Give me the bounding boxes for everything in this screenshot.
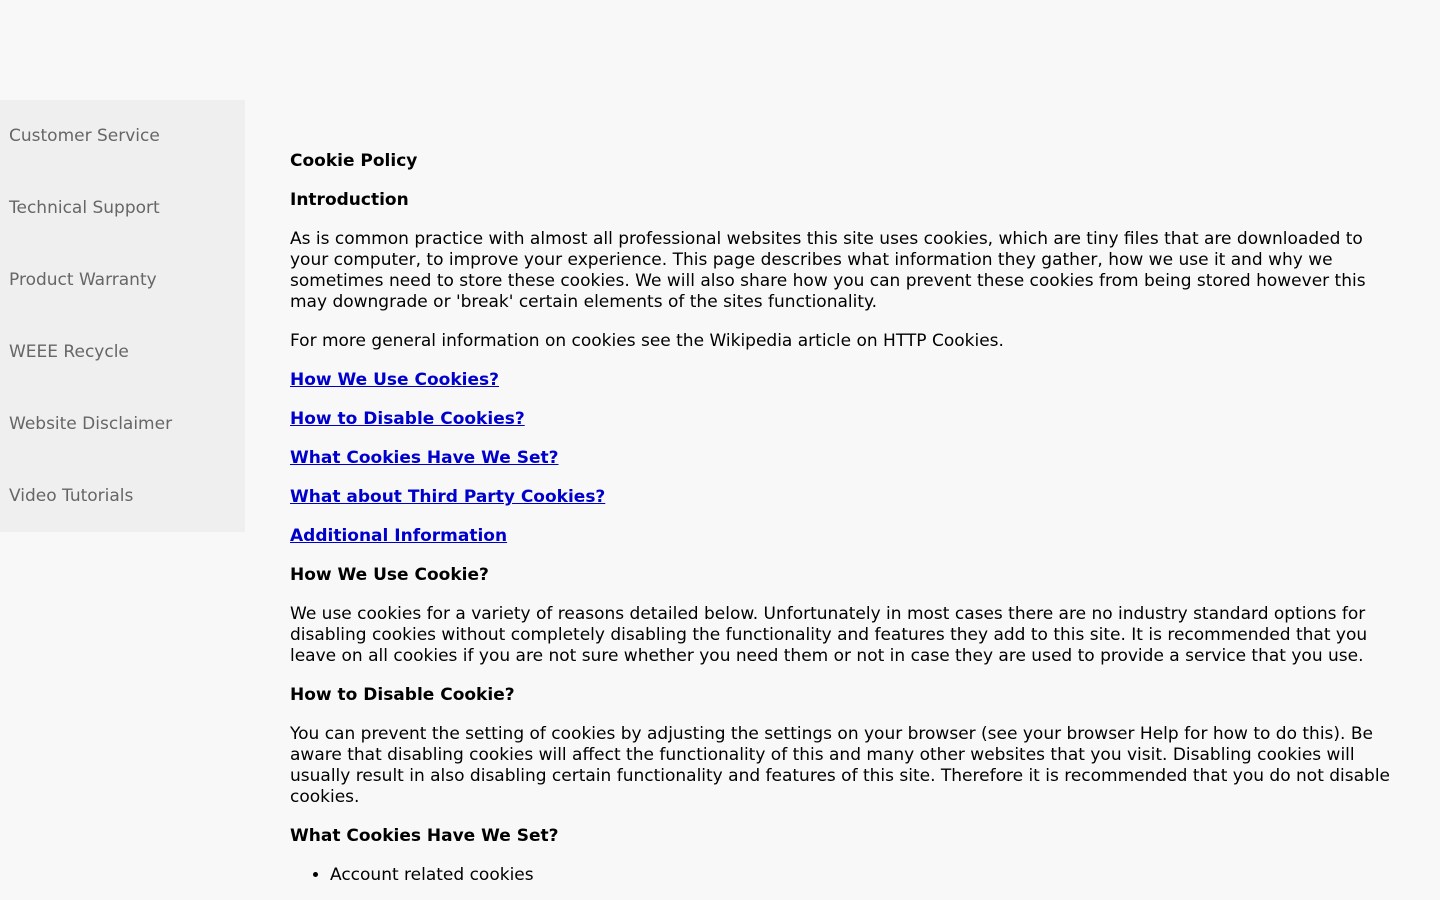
list-item: • Account related cookies xyxy=(330,865,1402,886)
sidebar-item-technical-support[interactable]: Technical Support xyxy=(9,198,160,218)
use-heading: How We Use Cookie? xyxy=(290,565,489,585)
sidebar-item-weee-recycle[interactable]: WEEE Recycle xyxy=(9,342,129,362)
cookies-set-heading: What Cookies Have We Set? xyxy=(290,826,559,846)
intro-paragraph: As is common practice with almost all professional websites this site uses cookies, which are tiny files that are downloaded to your computer, to improve your experience. This page describes what information they gather, how we use it and why we sometimes need to store these cookies. We will also share how you can prevent these cookies from being stored however this may downgrade or 'break' certain elements of the sites functionality. xyxy=(290,229,1366,312)
disable-paragraph: You can prevent the setting of cookies by adjusting the settings on your browser (see your browser Help for how to do this). Be aware that disabling cookies will affect the functionality of this and many other websites that you visit. Disabling cookies will usually result in also disabling certain functionality and features of this site. Therefore it is recommended that you do not disable cookies. xyxy=(290,724,1391,807)
use-paragraph: We use cookies for a variety of reasons detailed below. Unfortunately in most cases there are no industry standard options for disabling cookies without completely disabling the functionality and features they add to this site. It is recommended that you leave on all cookies if you are not sure whether you need them or not in case they are used to provide a service that you use. xyxy=(290,604,1368,666)
page-title: Cookie Policy xyxy=(290,151,418,171)
disable-heading: How to Disable Cookie? xyxy=(290,685,515,705)
main-content xyxy=(290,151,1402,886)
toc-link-third-party-cookies[interactable]: What about Third Party Cookies? xyxy=(290,487,606,507)
sidebar-item-website-disclaimer[interactable]: Website Disclaimer xyxy=(9,414,173,434)
intro-heading: Introduction xyxy=(290,190,409,210)
cookies-set-list xyxy=(290,865,1402,886)
sidebar-item-product-warranty[interactable]: Product Warranty xyxy=(9,270,157,290)
general-info-paragraph: For more general information on cookies see the Wikipedia article on HTTP Cookies. xyxy=(290,331,1004,351)
sidebar-item-customer-service[interactable]: Customer Service xyxy=(9,126,160,146)
toc-link-additional-information[interactable]: Additional Information xyxy=(290,526,508,546)
toc-link-how-we-use-cookies[interactable]: How We Use Cookies? xyxy=(290,370,499,390)
sidebar-nav xyxy=(0,100,245,532)
sidebar-item-video-tutorials[interactable]: Video Tutorials xyxy=(9,486,134,506)
toc-link-how-to-disable-cookies[interactable]: How to Disable Cookies? xyxy=(290,409,525,429)
toc-link-what-cookies-set[interactable]: What Cookies Have We Set? xyxy=(290,448,559,468)
